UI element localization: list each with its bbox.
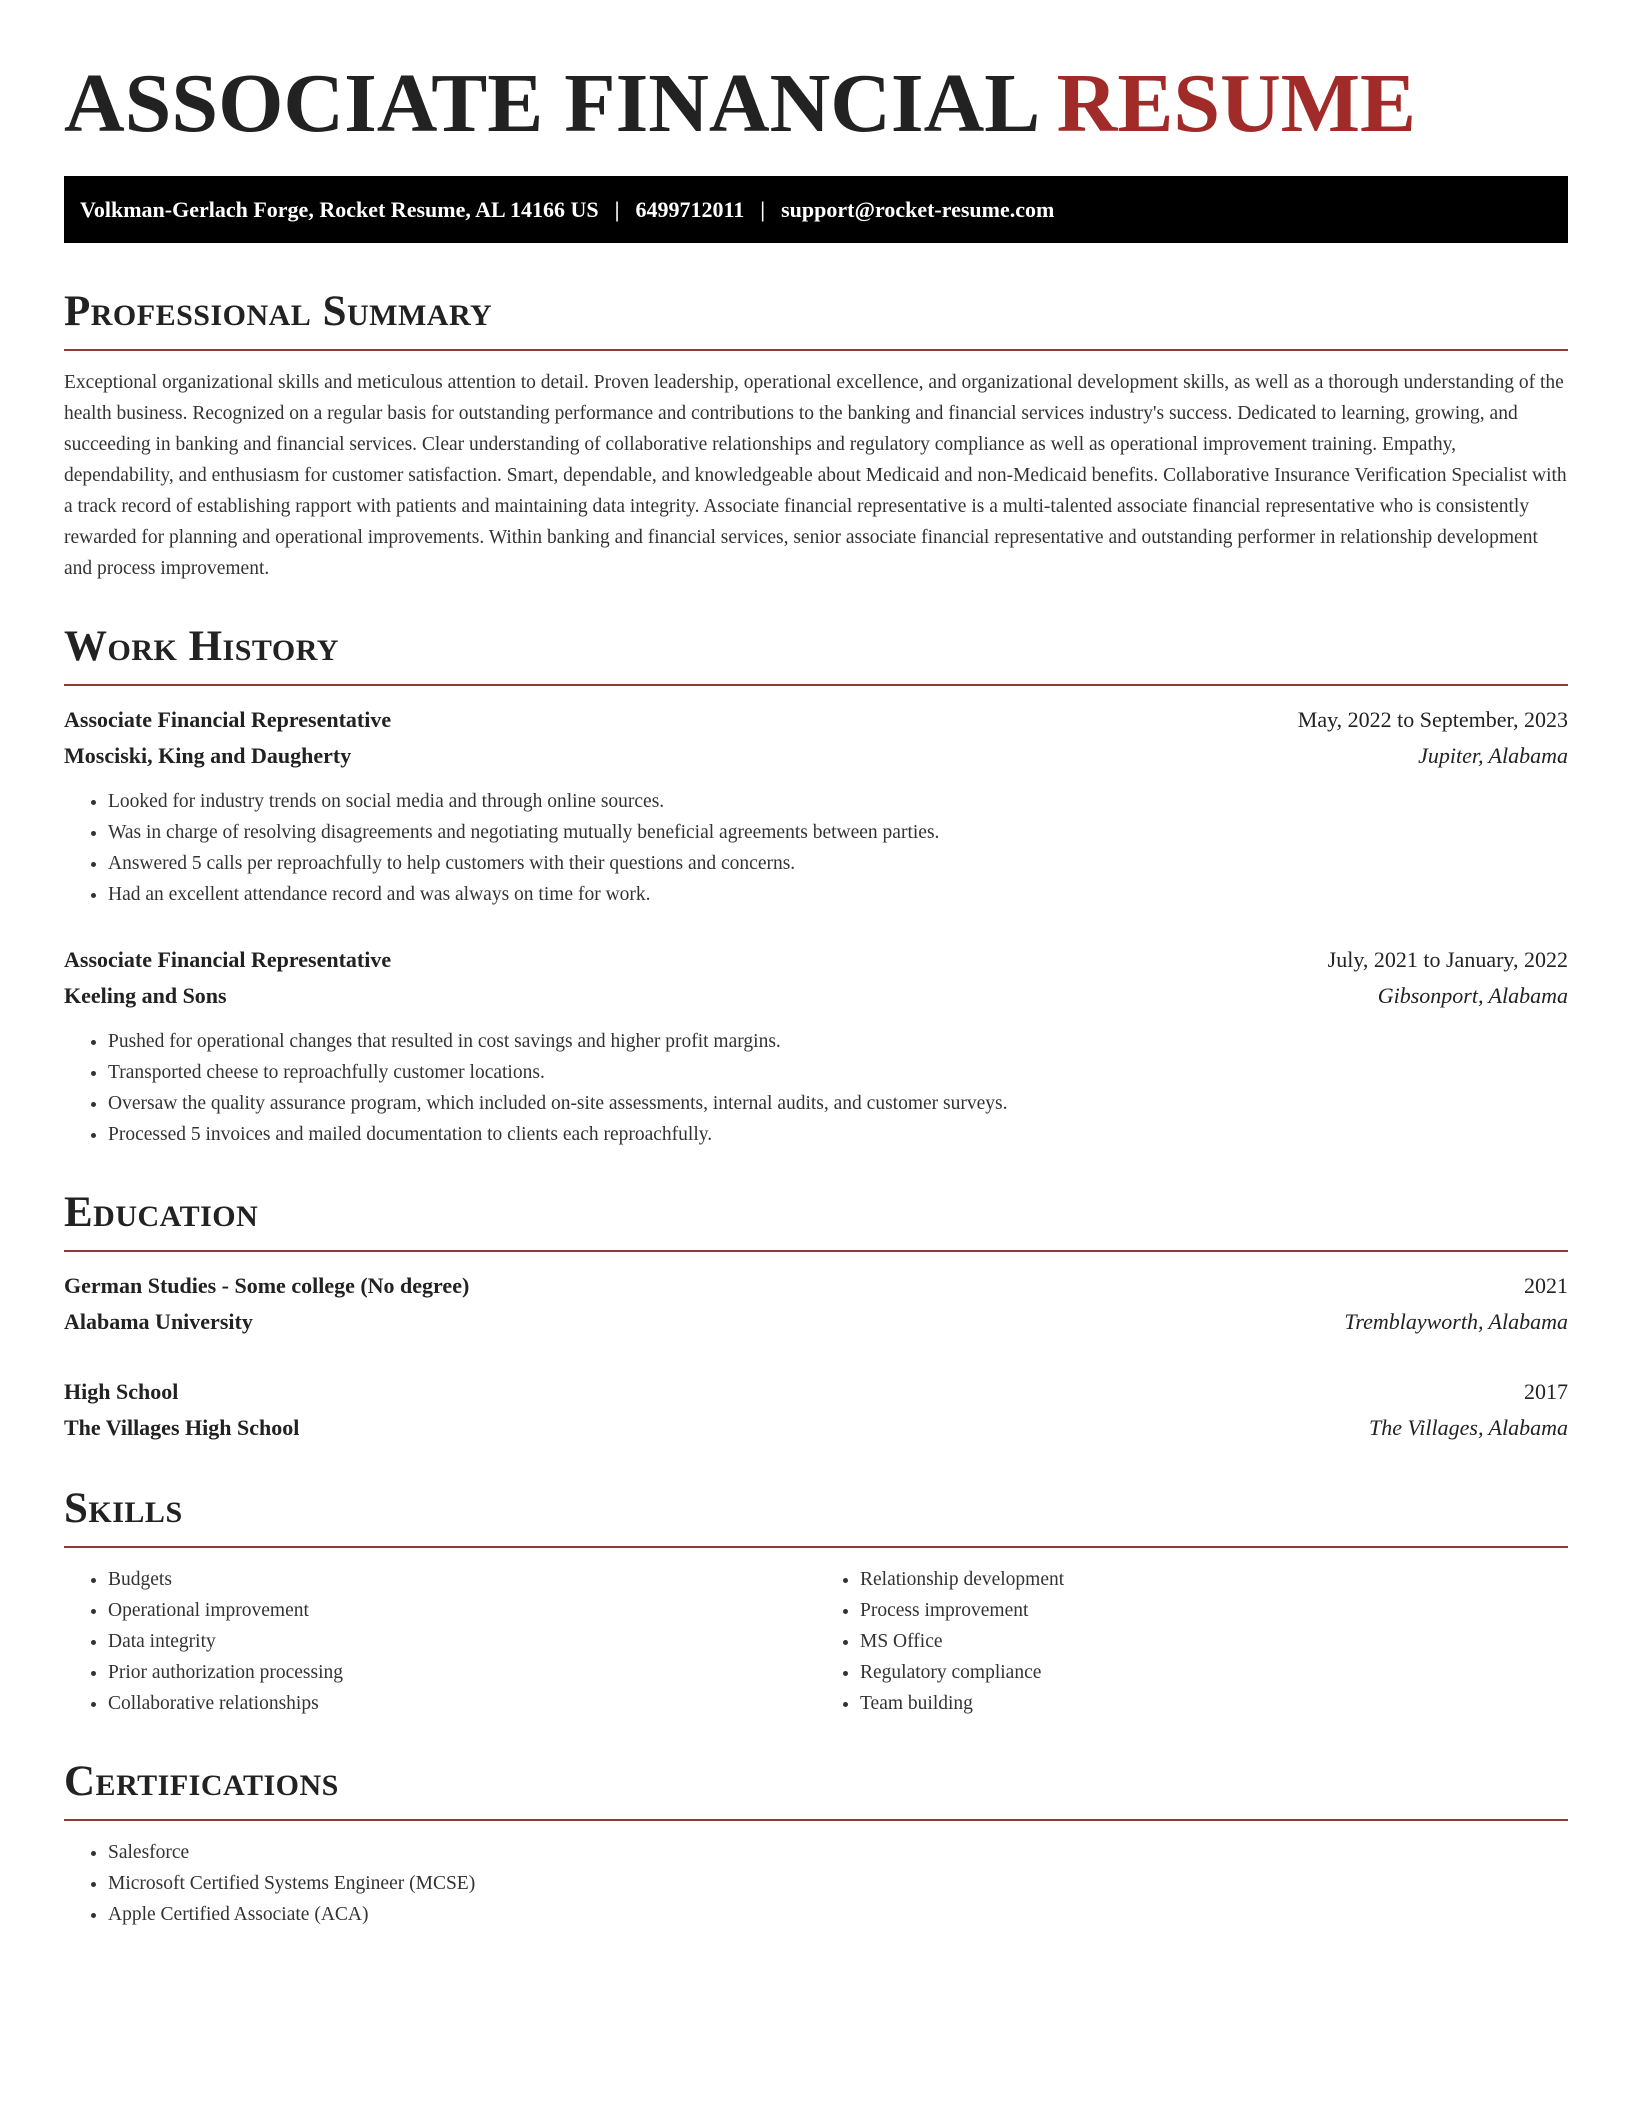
title-main: ASSOCIATE FINANCIAL	[64, 57, 1036, 150]
skill-item: • Data integrity	[108, 1626, 816, 1657]
skills-section	[64, 1484, 1568, 1719]
section-divider	[64, 1546, 1568, 1548]
job-company: Mosciski, King and Daugherty	[64, 743, 352, 768]
education-location: The Villages, Alabama	[1368, 1415, 1568, 1440]
job-dates: May, 2022 to September, 2023	[1297, 707, 1568, 732]
skill-item: • Operational improvement	[108, 1595, 816, 1626]
job-bullet: • Answered 5 calls per reproachfully to help customers with their questions and concerns.	[108, 848, 1568, 879]
contact-separator: |	[614, 196, 620, 222]
skill-item: • Prior authorization processing	[108, 1657, 816, 1688]
summary-text: Exceptional organizational skills and meticulous attention to detail. Proven leadership, operational excellence, and organizational development skills, as well as a thorough understanding of the health business. Recognized on a regular basis for outstanding performance and contributions to the banking and financial services industry's success. Dedicated to learning, growing, and succeeding in banking and financial services. Clear understanding of collaborative relationships and regulatory compliance as well as operational improvement training. Empathy, dependability, and enthusiasm for customer satisfaction. Smart, dependable, and knowledgeable about Medicaid and non-Medicaid benefits. Collaborative Insurance Verification Specialist with a track record of establishing rapport with patients and maintaining data integrity. Associate financial representative is a multi-talented associate financial representative who is consistently rewarded for planning and operational improvements. Within banking and financial services, senior associate financial representative and outstanding performer in relationship development and process improvement.	[64, 372, 1567, 579]
skill-item: • MS Office	[860, 1626, 1568, 1657]
job-bullet: • Had an excellent attendance record and was always on time for work.	[108, 879, 1568, 910]
certifications-list	[64, 1837, 1568, 1930]
job-bullet: • Processed 5 invoices and mailed documentation to clients each reproachfully.	[108, 1119, 1568, 1150]
job-location: Jupiter, Alabama	[1418, 743, 1568, 768]
skill-item: • Collaborative relationships	[108, 1688, 816, 1719]
section-title-education: Education	[64, 1189, 259, 1236]
job-company: Keeling and Sons	[64, 983, 227, 1008]
section-divider	[64, 1250, 1568, 1252]
contact-address: Volkman-Gerlach Forge, Rocket Resume, AL 14166 US	[80, 196, 599, 222]
section-divider	[64, 684, 1568, 686]
job-bullet: • Looked for industry trends on social media and through online sources.	[108, 786, 1568, 817]
skills-column-left	[64, 1564, 816, 1719]
education-degree: German Studies - Some college (No degree)	[64, 1273, 470, 1298]
education-year: 2017	[1524, 1379, 1568, 1404]
education-entry	[64, 1268, 1568, 1340]
title-accent: RESUME	[1056, 57, 1417, 150]
skill-item: • Process improvement	[860, 1595, 1568, 1626]
job-location: Gibsonport, Alabama	[1377, 983, 1568, 1008]
certification-item: • Microsoft Certified Systems Engineer (MCSE)	[108, 1868, 1568, 1899]
contact-phone: 6499712011	[635, 196, 745, 222]
contact-bar	[64, 176, 1568, 243]
skill-item: • Budgets	[108, 1564, 816, 1595]
summary-section	[64, 287, 1568, 584]
job-dates: July, 2021 to January, 2022	[1327, 947, 1568, 972]
section-title-skills: Skills	[64, 1485, 183, 1532]
section-title-work-history: Work History	[64, 623, 339, 670]
education-section	[64, 1188, 1568, 1446]
certification-item: • Salesforce	[108, 1837, 1568, 1868]
certification-item: • Apple Certified Associate (ACA)	[108, 1899, 1568, 1930]
education-degree: High School	[64, 1379, 179, 1404]
job-bullets	[64, 786, 1568, 910]
skill-item: • Regulatory compliance	[860, 1657, 1568, 1688]
job-bullets	[64, 1026, 1568, 1150]
contact-separator: |	[760, 196, 766, 222]
job-bullet: • Oversaw the quality assurance program, which included on-site assessments, internal audits, and customer surveys.	[108, 1088, 1568, 1119]
skill-item: • Team building	[860, 1688, 1568, 1719]
skill-item: • Relationship development	[860, 1564, 1568, 1595]
work-history-section	[64, 622, 1568, 1150]
education-school: The Villages High School	[64, 1415, 300, 1440]
job-entry	[64, 702, 1568, 910]
section-title-summary: Professional Summary	[64, 288, 493, 335]
section-divider	[64, 349, 1568, 351]
skills-list	[816, 1564, 1568, 1719]
education-entry	[64, 1374, 1568, 1446]
education-location: Tremblayworth, Alabama	[1344, 1309, 1568, 1334]
job-bullet: • Pushed for operational changes that resulted in cost savings and higher profit margins.	[108, 1026, 1568, 1057]
job-position: Associate Financial Representative	[64, 947, 392, 972]
education-year: 2021	[1524, 1273, 1568, 1298]
skills-list	[64, 1564, 816, 1719]
education-school: Alabama University	[64, 1309, 253, 1334]
job-position: Associate Financial Representative	[64, 707, 392, 732]
skills-grid	[64, 1564, 1568, 1719]
resume-title	[64, 56, 1568, 152]
section-divider	[64, 1819, 1568, 1821]
contact-email: support@rocket-resume.com	[781, 196, 1055, 222]
skills-column-right	[816, 1564, 1568, 1719]
job-entry	[64, 942, 1568, 1150]
section-title-certifications: Certifications	[64, 1758, 339, 1805]
job-bullet: • Transported cheese to reproachfully customer locations.	[108, 1057, 1568, 1088]
job-bullet: • Was in charge of resolving disagreements and negotiating mutually beneficial agreements between parties.	[108, 817, 1568, 848]
certifications-section	[64, 1757, 1568, 1930]
